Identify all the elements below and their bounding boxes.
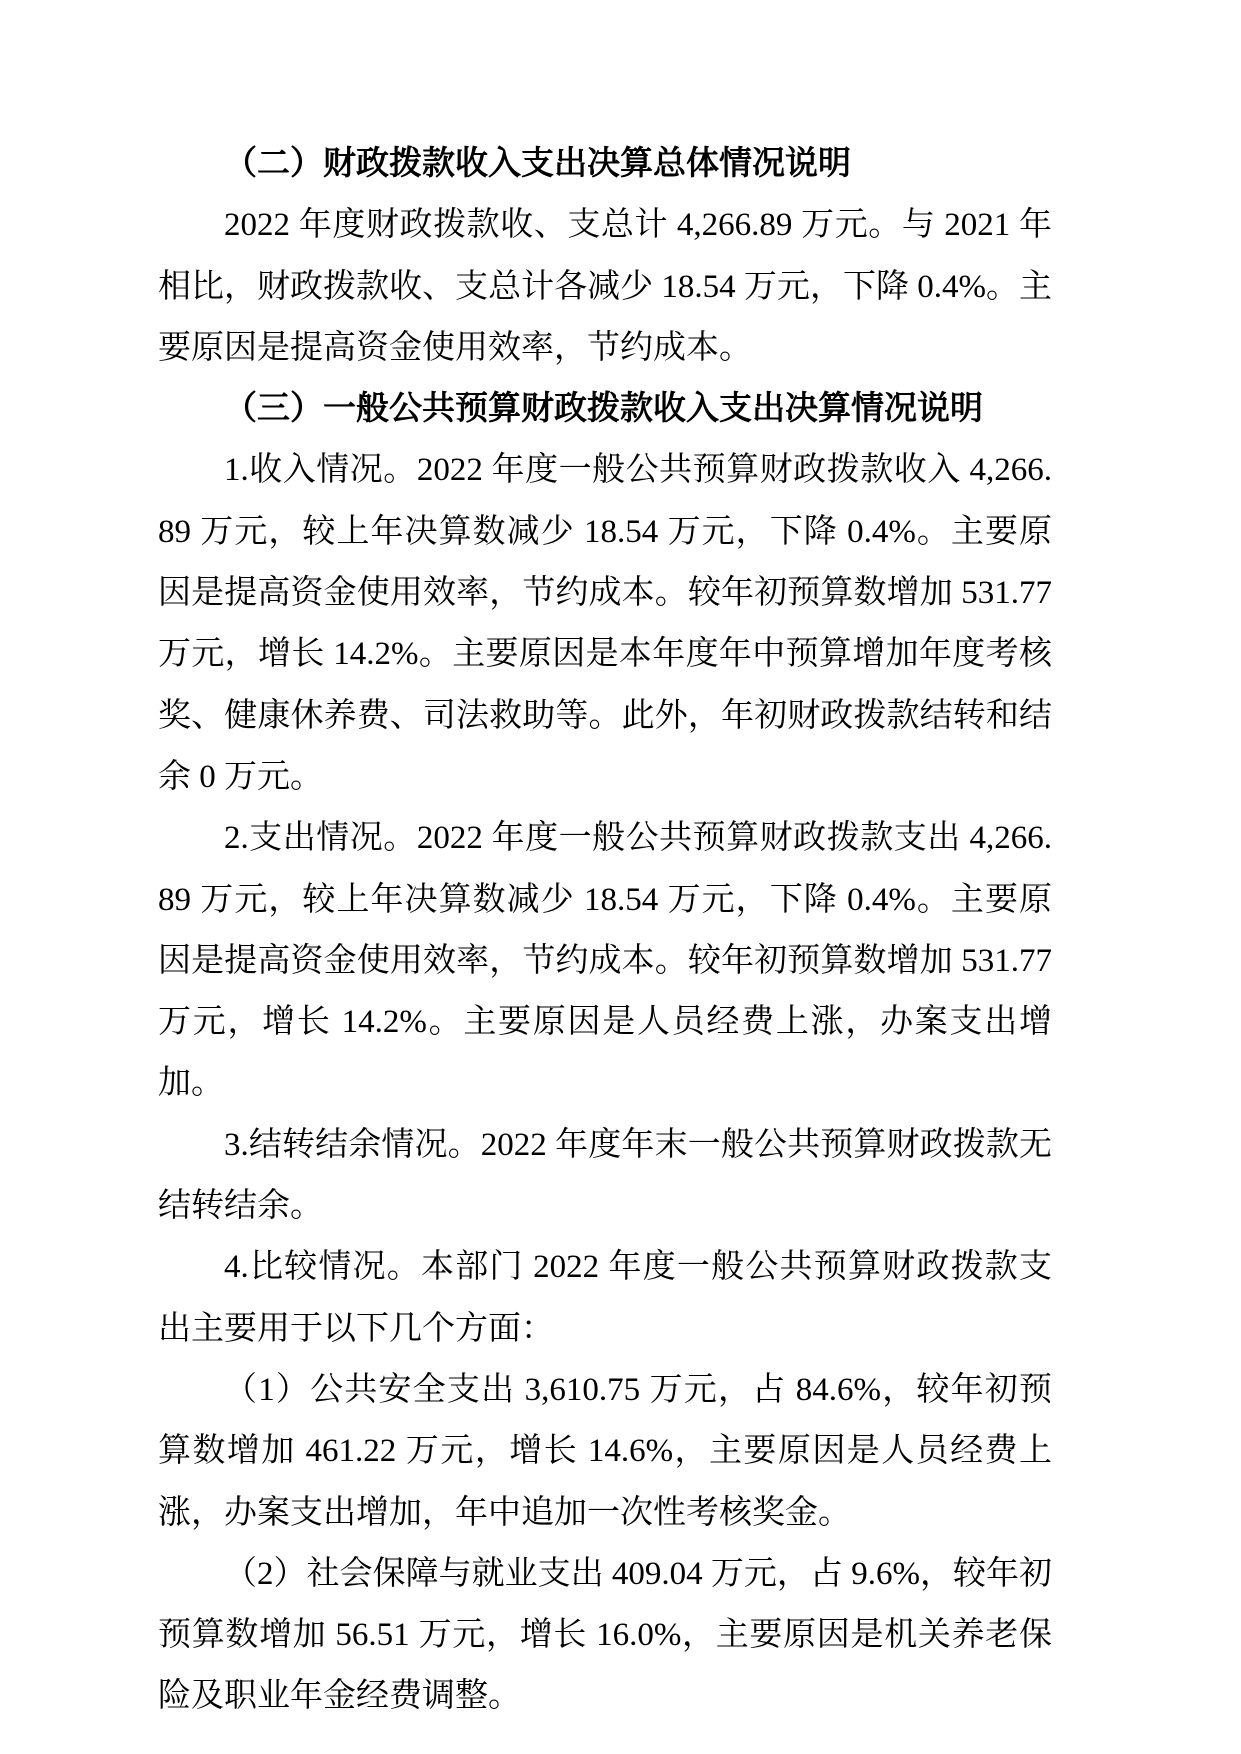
body-paragraph: 2022 年度财政拨款收、支总计 4,266.89 万元。与 2021 年相比，财政拨款收、支总计各减少 18.54 万元，下降 0.4%。主要原因是提高资金使用效率，节约成本。 xyxy=(158,207,1052,366)
section-heading-2: （二）财政拨款收入支出决算总体情况说明 xyxy=(224,146,851,182)
body-paragraph-public-security: （1）公共安全支出 3,610.75 万元，占 84.6%，较年初预算数增加 461.22 万元，增长 14.6%，主要原因是人员经费上涨，办案支出增加，年中追加一次性考核奖金。 xyxy=(158,1371,1052,1531)
body-paragraph-comparison: 4.比较情况。本部门 2022 年度一般公共预算财政拨款支出主要用于以下几个方面： xyxy=(158,1249,1052,1347)
body-paragraph-carryover: 3.结转结余情况。2022 年度年末一般公共预算财政拨款无结转结余。 xyxy=(158,1126,1052,1225)
body-paragraph-social-security: （2）社会保障与就业支出 409.04 万元，占 9.6%，较年初预算数增加 56.51 万元，增长 16.0%，主要原因是机关养老保险及职业年金经费调整。 xyxy=(158,1555,1052,1715)
body-paragraph-expenditure: 2.支出情况。2022 年度一般公共预算财政拨款支出 4,266.89 万元，较上年决算数减少 18.54 万元，下降 0.4%。主要原因是提高资金使用效率，节约成本。较年初预算数增加 531.77 万元，增长 14.2%。主要原因是人员经费上涨，办案支出增加。 xyxy=(158,820,1052,1102)
body-paragraph-income: 1.收入情况。2022 年度一般公共预算财政拨款收入 4,266.89 万元，较上年决算数减少 18.54 万元，下降 0.4%。主要原因是提高资金使用效率，节约成本。较年初预算数增加 531.77 万元，增长 14.2%。主要原因是本年度年中预算增加年度考核奖、健康休养费、司法救助等。此外，年初财政拨款结转和结余 0 万元。 xyxy=(158,452,1052,795)
section-heading-3: （三）一般公共预算财政拨款收入支出决算情况说明 xyxy=(224,391,983,428)
